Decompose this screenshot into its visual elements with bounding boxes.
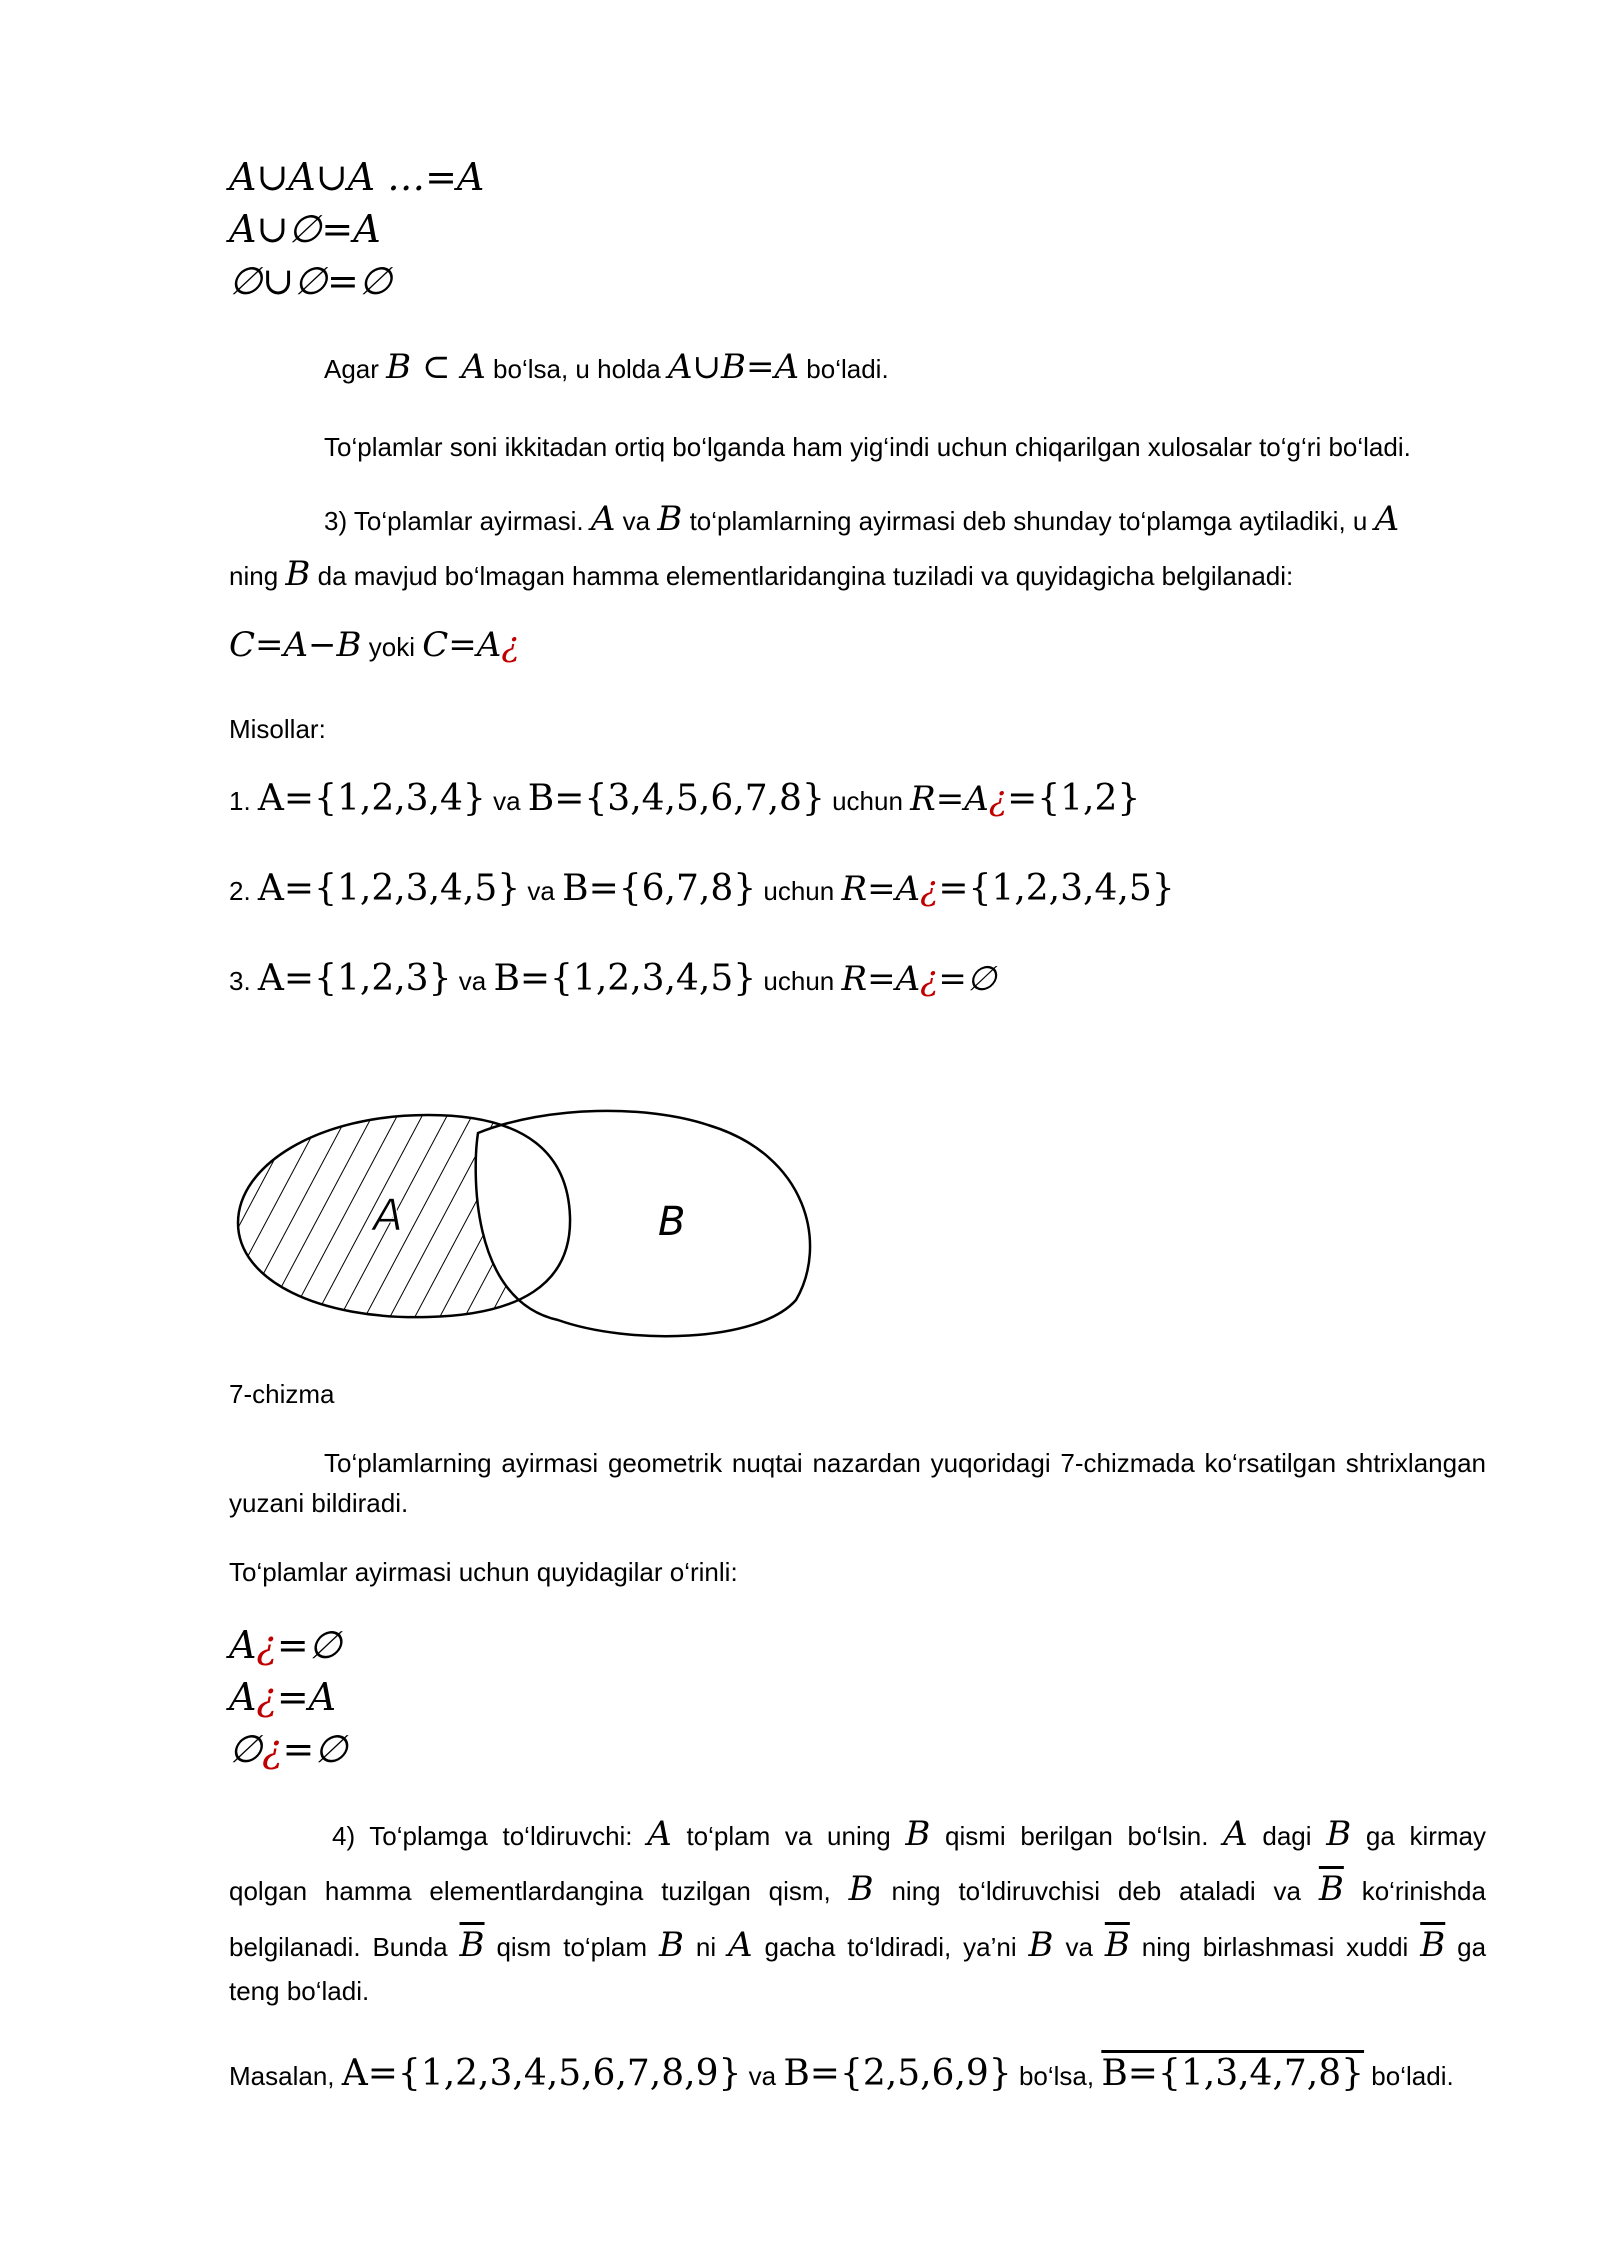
unknown-glyph: ¿: [256, 1623, 277, 1667]
word-masalan: Masalan,: [229, 2061, 335, 2091]
set-b-label: B: [658, 1199, 686, 1245]
example-result-lhs: R=A: [841, 959, 921, 999]
union-prop-2: A∪∅=A: [229, 207, 381, 251]
symbol-b: B: [657, 499, 683, 539]
subset-mid: bo‘lsa, u holda: [493, 354, 661, 384]
figure-paragraph: To‘plamlarning ayirmasi geometrik nuqtai nazardan yuqoridagi 7-chizmada ko‘rsatilgan shtrixlangan yuzani bildiradi.: [229, 1448, 1486, 1518]
symbol-b-complement: $\overline{B}$: [459, 1925, 485, 1965]
complement-line2: [229, 1870, 1486, 1910]
diff-prop-3: [229, 1724, 1486, 1774]
subset-condition: B ⊂ A: [386, 347, 486, 387]
complement-line3: [229, 1926, 1486, 1966]
complement-text: ko‘rinishda: [1361, 1876, 1486, 1906]
prop-rhs: =A: [276, 1675, 337, 1719]
example-result-rhs: ={1,2}: [1007, 778, 1141, 819]
word-boladi: bo‘ladi.: [1371, 2061, 1454, 2091]
symbol-b-complement: $\overline{B}$: [1104, 1925, 1130, 1965]
symbol-b: B: [905, 1814, 931, 1854]
unknown-glyph: ¿: [920, 869, 939, 909]
prop-rhs: =∅: [282, 1727, 348, 1771]
example-set-a: A={1,2,3,4,5}: [257, 868, 521, 909]
union-prop-1: A∪A∪A …=A: [229, 155, 485, 199]
complement-text: dagi: [1262, 1821, 1312, 1851]
figure-caption: 7-chizma: [229, 1379, 335, 1409]
unknown-glyph: ¿: [256, 1675, 277, 1719]
difference-formula: [229, 626, 1486, 666]
example-number: 2.: [229, 876, 251, 906]
difference-def-text2: da mavjud bo‘lmagan hamma elementlaridangina tuziladi va quyidagicha belgilanadi:: [317, 561, 1294, 591]
formula-c-a-b: C=A−B: [229, 625, 362, 665]
symbol-a: A: [728, 1925, 753, 1965]
subset-end: bo‘ladi.: [806, 354, 889, 384]
symbol-b-complement: $\overline{B}$: [1420, 1925, 1446, 1965]
example-result-rhs: ={1,2,3,4,5}: [938, 868, 1175, 909]
word-ning: ning: [229, 561, 279, 591]
example-row: [229, 960, 1486, 1000]
example-set-a: A={1,2,3,4}: [257, 778, 486, 819]
complement-text: ga: [1457, 1932, 1487, 1962]
complement-heading: 4) To‘plamga to‘ldiruvchi:: [332, 1821, 633, 1851]
example-set-b: B={3,4,5,6,7,8}: [527, 778, 825, 819]
word-va: va: [748, 2061, 777, 2091]
complement-text: qismi berilgan bo‘lsin.: [945, 1821, 1209, 1851]
symbol-a: A: [590, 499, 616, 539]
complement-text: qism to‘plam: [496, 1932, 648, 1962]
example-set-a: A={1,2,3}: [257, 958, 452, 999]
complement-text: va: [1065, 1932, 1093, 1962]
diff-prop-1: [229, 1620, 1486, 1670]
symbol-b-complement: $\overline{B}$: [1318, 1869, 1344, 1909]
unknown-glyph: ¿: [501, 625, 520, 665]
unknown-glyph: ¿: [262, 1727, 283, 1771]
example-set-b-complement: B={1,3,4,7,8}: [1101, 2053, 1365, 2094]
symbol-a: A: [1223, 1814, 1248, 1854]
complement-line4: teng bo‘ladi.: [229, 1976, 370, 2006]
final-example: [229, 2055, 1486, 2095]
complement-text: ning to‘ldiruvchisi deb ataladi va: [891, 1876, 1301, 1906]
example-number: 1.: [229, 786, 251, 816]
word-va: va: [527, 876, 555, 906]
prop-lhs: ∅: [229, 1727, 263, 1771]
union-prop-3: ∅∪∅=∅: [229, 259, 392, 303]
symbol-a: A: [647, 1814, 672, 1854]
example-set-b: B={2,5,6,9}: [783, 2053, 1012, 2094]
prop-lhs: A: [229, 1623, 257, 1667]
formula-c-a: C=A: [422, 625, 502, 665]
difference-heading: 3) To‘plamlar ayirmasi.: [324, 506, 584, 536]
symbol-b: B: [1326, 1814, 1352, 1854]
venn-diagram: [228, 1105, 838, 1345]
example-row: [229, 870, 1486, 910]
word-bolsa: bo‘lsa,: [1018, 2061, 1095, 2091]
complement-text: qolgan hamma elementlardangina tuzilgan qism,: [229, 1876, 831, 1906]
misollar-label: Misollar:: [229, 714, 326, 744]
word-uchun: uchun: [832, 786, 903, 816]
complement-line1: [332, 1815, 1486, 1855]
example-set-a: A={1,2,3,4,5,6,7,8,9}: [341, 2053, 742, 2094]
word-va: va: [458, 966, 487, 996]
subset-line: [324, 348, 1486, 388]
word-uchun: uchun: [763, 876, 835, 906]
more-sets-paragraph: To‘plamlar soni ikkitadan ortiq bo‘lganda ham yig‘indi uchun chiqarilgan xulosalar to‘g‘ri bo‘ladi.: [324, 432, 1411, 462]
difference-def-line1: [324, 500, 1486, 540]
difference-def-text: to‘plamlarning ayirmasi deb shunday to‘plamga aytiladiki, u: [689, 506, 1368, 536]
complement-text: ni: [695, 1932, 717, 1962]
difference-def-line2: [229, 555, 1486, 595]
word-uchun: uchun: [763, 966, 835, 996]
symbol-b: B: [285, 554, 311, 594]
subset-agar: Agar: [324, 354, 379, 384]
complement-text: gacha to‘ldiradi, ya’ni: [764, 1932, 1017, 1962]
word-va: va: [622, 506, 651, 536]
symbol-b: B: [658, 1925, 684, 1965]
example-set-b: B={1,2,3,4,5}: [493, 958, 757, 999]
unknown-glyph: ¿: [920, 959, 939, 999]
symbol-a: A: [1374, 499, 1400, 539]
complement-text: to‘plam va uning: [686, 1821, 891, 1851]
diff-prop-2: [229, 1672, 1486, 1722]
prop-rhs: =∅: [276, 1623, 342, 1667]
example-result-rhs: =∅: [938, 959, 997, 999]
prop-lhs: A: [229, 1675, 257, 1719]
word-yoki: yoki: [368, 632, 416, 662]
example-result-lhs: R=A: [910, 779, 989, 819]
symbol-b: B: [1028, 1925, 1054, 1965]
example-row: [229, 780, 1486, 820]
subset-result: A∪B=A: [667, 347, 800, 387]
props-intro: To‘plamlar ayirmasi uchun quyidagilar o‘rinli:: [229, 1557, 738, 1587]
example-number: 3.: [229, 966, 251, 996]
complement-text: ga kirmay: [1365, 1821, 1486, 1851]
complement-text: ning birlashmasi xuddi: [1141, 1932, 1409, 1962]
word-va: va: [493, 786, 521, 816]
example-set-b: B={6,7,8}: [562, 868, 757, 909]
complement-text: belgilanadi. Bunda: [229, 1932, 448, 1962]
set-b-overlap-mask: [476, 1111, 810, 1336]
set-a-label: A: [373, 1190, 404, 1241]
unknown-glyph: ¿: [988, 779, 1008, 819]
symbol-b: B: [848, 1869, 874, 1909]
example-result-lhs: R=A: [841, 869, 921, 909]
